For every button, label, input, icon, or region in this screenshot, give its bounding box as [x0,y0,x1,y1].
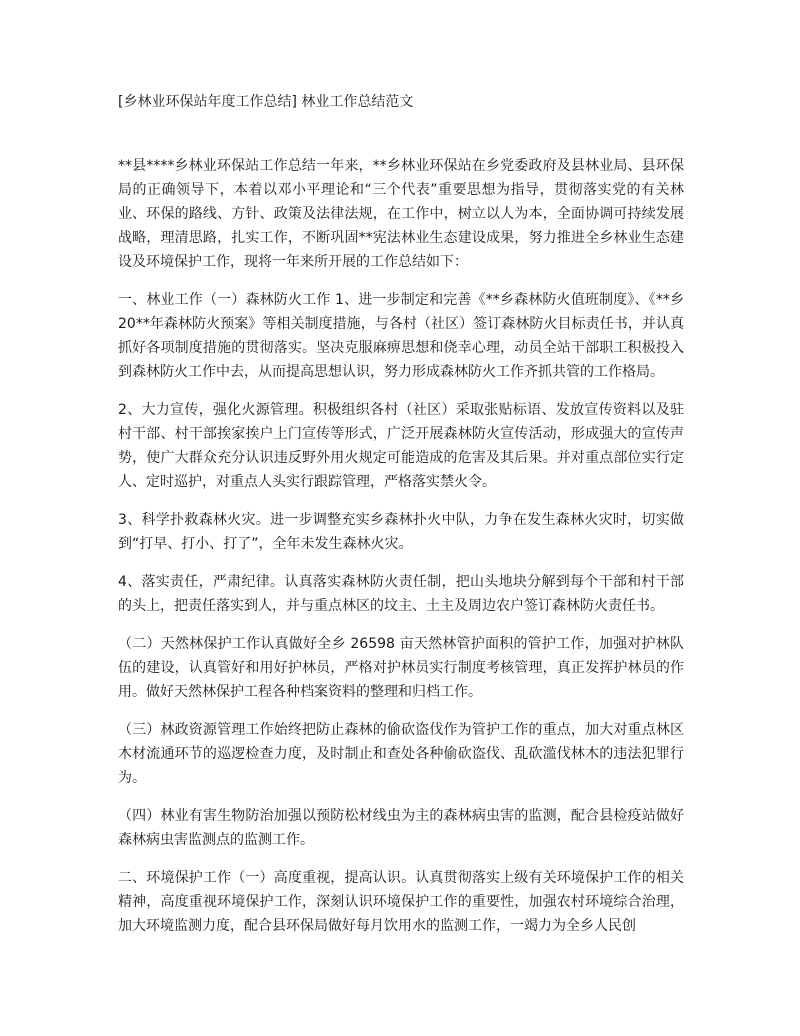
paragraph-forest-fire-1: 一、林业工作（一）森林防火工作 1、进一步制定和完善《**乡森林防火值班制度》、《**乡 20**年森林防火预案》等相关制度措施，与各村（社区）签订森林防火目标责任书，并认真抓好各项制度措施的贯彻落实。坚决克服麻痹思想和侥幸心理，动员全站干部职工积极投入到森林防火工作中去，从而提高思想认识，努力形成森林防火工作齐抓共管的工作格局。 [118,292,684,380]
paragraph-pest-control: （四）林业有害生物防治加强以预防松材线虫为主的森林病虫害的监测，配合县检疫站做好森林病虫害监测点的监测工作。 [118,808,684,848]
paragraph-environment: 二、环境保护工作（一）高度重视，提高认识。认真贯彻落实上级有关环境保护工作的相关精神，高度重视环境保护工作，深刻认识环境保护工作的重要性，加强农村环境综合治理，加大环境监测力度，配合县环保局做好每月饮用水的监测工作，一竭力为全乡人民创 [118,870,684,934]
paragraph-intro: **县****乡林业环保站工作总结一年来，**乡林业环保站在乡党委政府及县林业局、县环保局的正确领导下，本着以邓小平理论和“三个代表”重要思想为指导，贯彻落实党的有关林业、环保的路线、方针、政策及法律法规，在工作中，树立以人为本，全面协调可持续发展战略，理清思路，扎实工作，不断巩固**宪法林业生态建设成果，努力推进全乡林业生态建设及环境保护工作，现将一年来所开展的工作总结如下： [118,158,684,270]
document-title: [乡林业环保站年度工作总结] 林业工作总结范文 [118,94,414,110]
paragraph-forest-fire-3: 3、科学扑救森林火灾。进一步调整充实乡森林扑火中队，力争在发生森林火灾时，切实做到“打早、打小、打了”，全年未发生森林火灾。 [118,512,684,552]
paragraph-forest-fire-2: 2、大力宣传，强化火源管理。积极组织各村（社区）采取张贴标语、发放宣传资料以及驻村干部、村干部挨家挨户上门宣传等形式，广泛开展森林防火宣传活动，形成强大的宣传声势，使广大群众充分认识违反野外用火规定可能造成的危害及其后果。并对重点部位实行定人、定时巡护，对重点人头实行跟踪管理，严格落实禁火令。 [118,402,684,490]
paragraph-forest-fire-4: 4、落实责任，严肃纪律。认真落实森林防火责任制，把山头地块分解到每个干部和村干部的头上，把责任落实到人，并与重点林区的坟主、土主及周边农户签订森林防火责任书。 [118,574,684,614]
paragraph-forest-resources: （三）林政资源管理工作始终把防止森林的偷砍盗伐作为管护工作的重点，加大对重点林区木材流通环节的巡逻检查力度，及时制止和查处各种偷砍盗伐、乱砍滥伐林木的违法犯罪行为。 [118,722,684,786]
paragraph-natural-forest: （二）天然林保护工作认真做好全乡 26598 亩天然林管护面积的管护工作，加强对护林队伍的建设，认真管好和用好护林员，严格对护林员实行制度考核管理，真正发挥护林员的作用。做好天然林保护工程各种档案资料的整理和归档工作。 [118,636,684,700]
document-body [118,154,684,952]
